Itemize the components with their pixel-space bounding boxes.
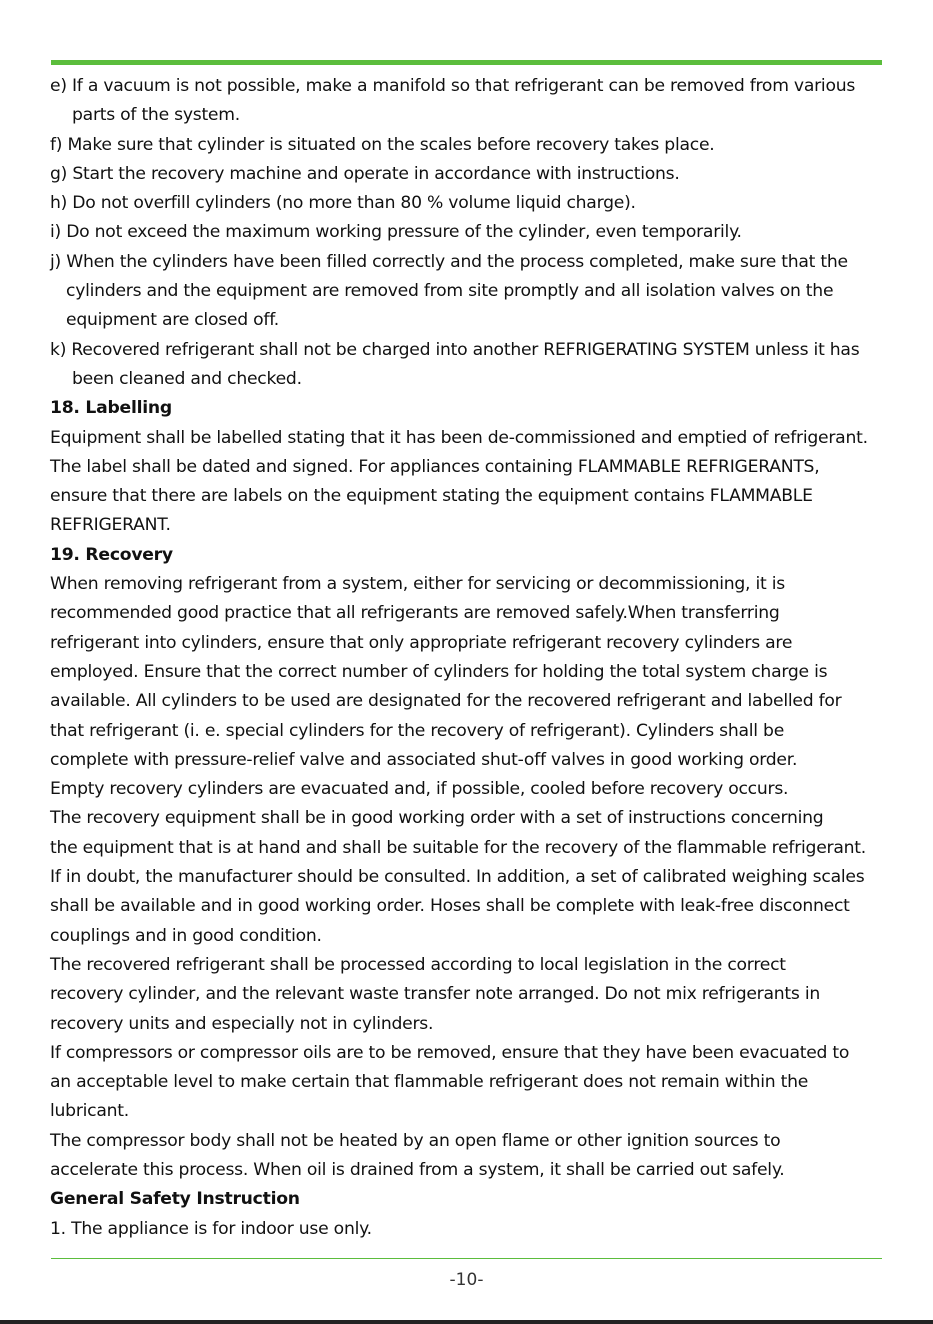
step-e-line-1: e) If a vacuum is not possible, make a manifold so that refrigerant can be removed from various — [50, 76, 856, 96]
step-h: h) Do not overfill cylinders (no more than 80 % volume liquid charge). — [50, 193, 636, 214]
step-k-line-2: been cleaned and checked. — [72, 368, 302, 389]
recovery-line: lubricant. — [50, 1101, 129, 1122]
recovery-line: the equipment that is at hand and shall be suitable for the recovery of the flammable refrigerant. — [50, 837, 866, 858]
recovery-line: available. All cylinders to be used are designated for the recovered refrigerant and labelled for — [50, 691, 842, 712]
recovery-heading: 19. Recovery — [50, 544, 173, 565]
general-safety-heading: General Safety Instruction — [50, 1189, 300, 1210]
recovery-line: complete with pressure-relief valve and associated shut-off valves in good working order. — [50, 749, 798, 770]
recovery-line: an acceptable level to make certain that flammable refrigerant does not remain within the — [50, 1072, 809, 1093]
recovery-line: When removing refrigerant from a system, either for servicing or decommissioning, it is — [50, 574, 785, 595]
recovery-line: couplings and in good condition. — [50, 925, 322, 946]
recovery-line: recommended good practice that all refrigerants are removed safely.When transferring — [50, 603, 780, 624]
labelling-line: The label shall be dated and signed. For appliances containing FLAMMABLE REFRIGERANTS, — [50, 456, 820, 477]
step-i: i) Do not exceed the maximum working pressure of the cylinder, even temporarily. — [50, 222, 742, 243]
recovery-line: accelerate this process. When oil is drained from a system, it shall be carried out safely. — [50, 1159, 785, 1180]
step-g: g) Start the recovery machine and operate in accordance with instructions. — [50, 163, 680, 184]
step-j-line-2: cylinders and the equipment are removed from site promptly and all isolation valves on the — [66, 281, 834, 302]
recovery-line: employed. Ensure that the correct number of cylinders for holding the total system charge is — [50, 661, 828, 682]
step-f: f) Make sure that cylinder is situated on the scales before recovery takes place. — [50, 134, 715, 155]
recovery-line: The recovery equipment shall be in good working order with a set of instructions concerning — [50, 808, 824, 829]
general-safety-line: 1. The appliance is for indoor use only. — [50, 1218, 372, 1239]
step-k-line-1: k) Recovered refrigerant shall not be charged into another REFRIGERATING SYSTEM unless it has — [50, 339, 860, 360]
recovery-line: Empty recovery cylinders are evacuated and, if possible, cooled before recovery occurs. — [50, 779, 789, 800]
top-divider — [51, 60, 882, 65]
page-content — [50, 72, 910, 1244]
page-number: -10- — [449, 1270, 484, 1290]
step-j-line-1: j) When the cylinders have been filled correctly and the process completed, make sure that the — [50, 251, 848, 272]
recovery-line: shall be available and in good working order. Hoses shall be complete with leak-free disconnect — [50, 896, 850, 917]
page-edge-bar — [0, 1320, 933, 1324]
recovery-line: recovery units and especially not in cylinders. — [50, 1013, 434, 1034]
recovery-line: that refrigerant (i. e. special cylinders for the recovery of refrigerant). Cylinders shall be — [50, 720, 785, 741]
recovery-line: refrigerant into cylinders, ensure that only appropriate refrigerant recovery cylinders are — [50, 632, 793, 653]
labelling-line: REFRIGERANT. — [50, 515, 171, 536]
step-e-line-2: parts of the system. — [72, 105, 240, 126]
recovery-line: The recovered refrigerant shall be processed according to local legislation in the correct — [50, 954, 786, 975]
bottom-divider — [51, 1258, 882, 1259]
recovery-line: If in doubt, the manufacturer should be consulted. In addition, a set of calibrated weighing scales — [50, 867, 865, 888]
recovery-line: If compressors or compressor oils are to be removed, ensure that they have been evacuated to — [50, 1042, 850, 1063]
recovery-line: The compressor body shall not be heated by an open flame or other ignition sources to — [50, 1130, 781, 1151]
recovery-line: recovery cylinder, and the relevant waste transfer note arranged. Do not mix refrigerants in — [50, 984, 820, 1005]
labelling-heading: 18. Labelling — [50, 398, 172, 419]
labelling-line: Equipment shall be labelled stating that it has been de-commissioned and emptied of refrigerant. — [50, 427, 868, 448]
labelling-line: ensure that there are labels on the equipment stating the equipment contains FLAMMABLE — [50, 486, 813, 507]
step-j-line-3: equipment are closed off. — [66, 310, 279, 331]
